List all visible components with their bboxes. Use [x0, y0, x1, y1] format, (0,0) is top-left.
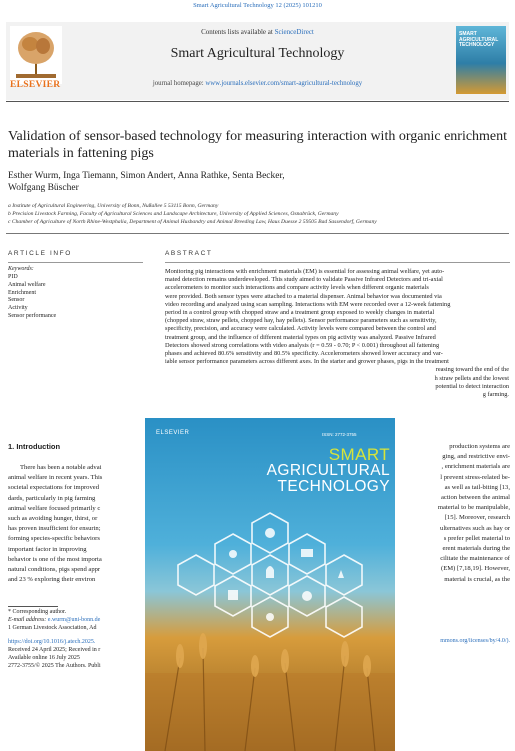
introduction-right-column: production systems are ging, and restrictive envi- , enrichment materials are l prevent stress-related be- as well as tail-biting [13, action between the animal material to be manipulable, [15]. Moreover, research ulternatives such as hay or s prefer pellet material to erent materials during the cilitate the maintenance of (EM) [7,18,19]. However, material is crucial, as the — [437, 443, 510, 583]
affiliation-c: c Chamber of Agriculture of North Rhine-Westphalia, Department of Animal Husbandry and Animal Breeding Law, Haus Duesse 2 59505 Bad Sassendorf, Germany — [8, 219, 377, 225]
doi-link[interactable]: https://doi.org/10.1016/j.atech.2025. — [8, 638, 96, 645]
cover-thumbnail-title: SMART AGRICULTURAL TECHNOLOGY — [459, 31, 499, 48]
introduction-left-column: There has been a notable advai animal welfare in recent years. This societal expectations for improved dards, particularly in pig farming animal welfare focused primarily c such as avoiding hunger, thirst, or has proven insufficient for ensurin; forming species-specific behaviors important factor in improving behavior is one of the most importa natural conditions, pigs spend appr and 23 % exploring their environ — [8, 464, 103, 584]
journal-reference[interactable]: Smart Agricultural Technology 12 (2025) 101210 — [193, 2, 322, 9]
abstract-heading: ABSTRACT — [165, 250, 213, 257]
article-info-rule — [8, 262, 143, 263]
email-link[interactable]: e.wurm@uni-bonn.de — [47, 617, 101, 624]
footnotes: * Corresponding author. E-mail address: e.wurm@uni-bonn.de 1 German Livestock Association, Ad https://doi.org/10.1016/j.atech.2025. Received 24 April 2025; Received in r Available online 16 July 2025 2772-3755/© 2025 The Authors. Publi — [8, 604, 153, 670]
author-list — [8, 170, 508, 194]
abstract-rule — [165, 262, 510, 263]
cover-publisher: ELSEVIER — [156, 430, 190, 436]
keyword: PID — [8, 274, 18, 280]
section-divider — [6, 233, 509, 234]
cover-title: SMART AGRICULTURAL TECHNOLOGY — [266, 445, 390, 495]
journal-title: Smart Agricultural Technology — [170, 46, 345, 61]
publisher-wordmark: ELSEVIER — [10, 80, 61, 90]
keyword: Enrichment — [8, 289, 36, 296]
keyword: Animal welfare — [8, 281, 46, 288]
article-info-heading: ARTICLE INFO — [8, 250, 72, 257]
license-link[interactable]: mmons.org/licenses/by/4.0/). — [440, 638, 510, 644]
contents-line: Contents lists available at ScienceDirect — [201, 28, 314, 36]
keyword: Sensor — [8, 297, 25, 304]
journal-homepage: journal homepage: www.journals.elsevier.com/smart-agricultural-technology — [152, 80, 363, 87]
abstract-text: Monitoring pig interactions with enrichment materials (EM) is essential for assessing animal welfare, yet auto- mated detection remains underdeveloped. This study aimed to validate Passive Infrared Detectors and tri-axial accelerometers to monitor such interactions and compare activity levels when different organic materials were provided. Both sensor types were attached to a material dispenser. Animal behavior was documented via video recording and analyzed using scan sampling. Interactions with EM were recorded over a 12-week fattening period in a control group with chopped straw and a treatment group exposed to weekly changes in material (chopped straw, straw pellets, chopped hay, hay pellets). Sensor performance parameters such as sensitivity, specificity, precision, and accuracy were calculated. Activity levels were compared between the control and treatment group, and the influence of different material types on pig activity was analyzed. Passive Infrared Detectors showed strong correlations with video analysis (r = 0.59 - 0.70; P < 0.001) throughout all fattening phases and achieved 80.6% sensitivity and 80.5% specificity. Accelerometers showed lower accuracy and var- iable sensor performance parameters across different axes. In the starter and grower phases, pigs in the treatment reasing toward the end of the h straw pellets and the lowest potential to detect interaction g farming. — [165, 268, 509, 399]
keyword: Sensor performance — [8, 312, 57, 319]
keyword: Activity — [8, 305, 28, 312]
authors-line-1[interactable]: Esther Wurm, Inga Tiemann, Simon Andert, Anna Rathke, Senta Becker, — [8, 171, 285, 181]
authors-line-2[interactable]: Wolfgang Büscher — [8, 183, 79, 193]
cover-issn: ISSN: 2772-3755 — [322, 432, 357, 437]
article-title: Validation of sensor-based technology for measuring interaction with organic enrichment materials in fattening pigs — [8, 129, 508, 161]
keyword-list — [8, 274, 56, 321]
introduction-heading: 1. Introduction — [8, 442, 61, 451]
affiliation-a: a Institute of Agricultural Engineering, University of Bonn, Nußallee 5 53115 Bonn, Germany — [8, 203, 219, 209]
header-divider — [6, 101, 509, 102]
affiliation-b: b Precision Livestock Farming, Faculty of Agricultural Sciences and Landscape Architecture, University of Applied Sciences, Osnabrück, Germany — [8, 211, 339, 217]
sciencedirect-link[interactable]: ScienceDirect — [274, 28, 314, 36]
homepage-link[interactable]: www.journals.elsevier.com/smart-agricultural-technology — [205, 80, 363, 87]
keywords-label: Keywords: — [8, 266, 34, 272]
